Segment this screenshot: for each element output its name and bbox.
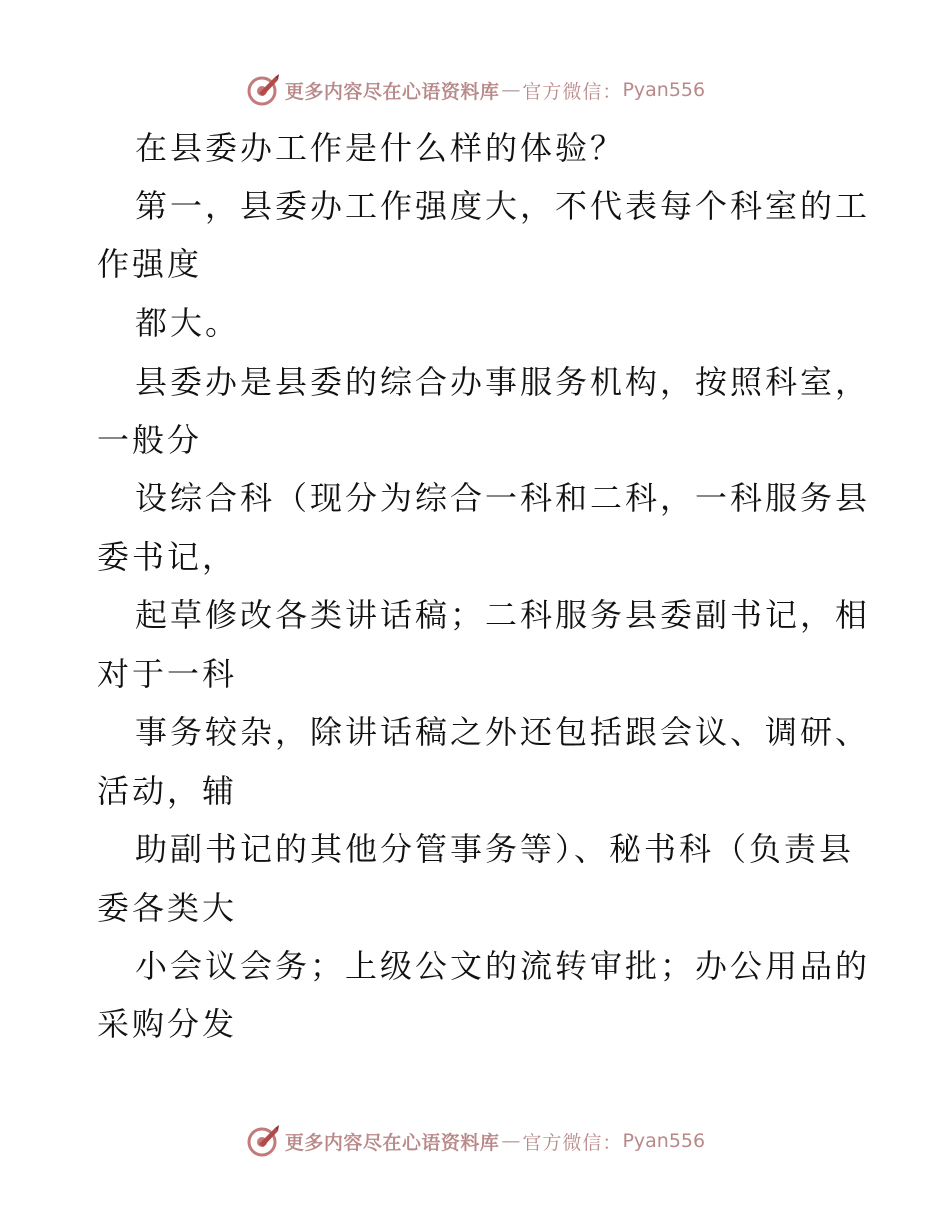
text-line: 作强度 (97, 245, 203, 283)
text-line: 在县委办工作是什么样的体验？ (135, 129, 626, 167)
watermark-main-text: 更多内容尽在心语资料库 (284, 1131, 500, 1154)
watermark-main-text: 更多内容尽在心语资料库 (284, 80, 500, 103)
watermark-wechat-id: Pyan556 (622, 1130, 706, 1152)
text-line: 一般分 (97, 421, 203, 459)
watermark-footer (0, 1121, 950, 1161)
watermark-sub-text: 官方微信： (522, 80, 623, 103)
quill-logo-icon (245, 1123, 281, 1159)
watermark-dash: — (501, 1130, 521, 1152)
watermark-header (0, 70, 950, 110)
text-line: 县委办是县委的综合办事服务机构，按照科室， (135, 363, 871, 401)
quill-logo-icon (245, 72, 281, 108)
text-line: 起草修改各类讲话稿；二科服务县委副书记，相 (135, 596, 871, 634)
text-line: 活动，辅 (97, 772, 238, 810)
text-line: 助副书记的其他分管事务等）、秘书科（负责县 (135, 830, 855, 868)
text-line: 委各类大 (97, 889, 238, 927)
text-line: 设综合科（现分为综合一科和二科，一科服务县 (135, 479, 871, 517)
text-line: 都大。 (135, 304, 241, 342)
text-line: 采购分发 (97, 1005, 238, 1043)
text-line: 对于一科 (97, 655, 238, 693)
text-line: 小会议会务；上级公文的流转审批；办公用品的 (135, 947, 871, 985)
text-line: 委书记， (97, 538, 238, 576)
watermark-wechat-id: Pyan556 (622, 79, 706, 101)
text-line: 事务较杂，除讲话稿之外还包括跟会议、调研、 (135, 713, 871, 751)
watermark-dash: — (501, 79, 521, 101)
watermark-sub-text: 官方微信： (522, 1131, 623, 1154)
text-line: 第一，县委办工作强度大，不代表每个科室的工 (135, 187, 871, 225)
